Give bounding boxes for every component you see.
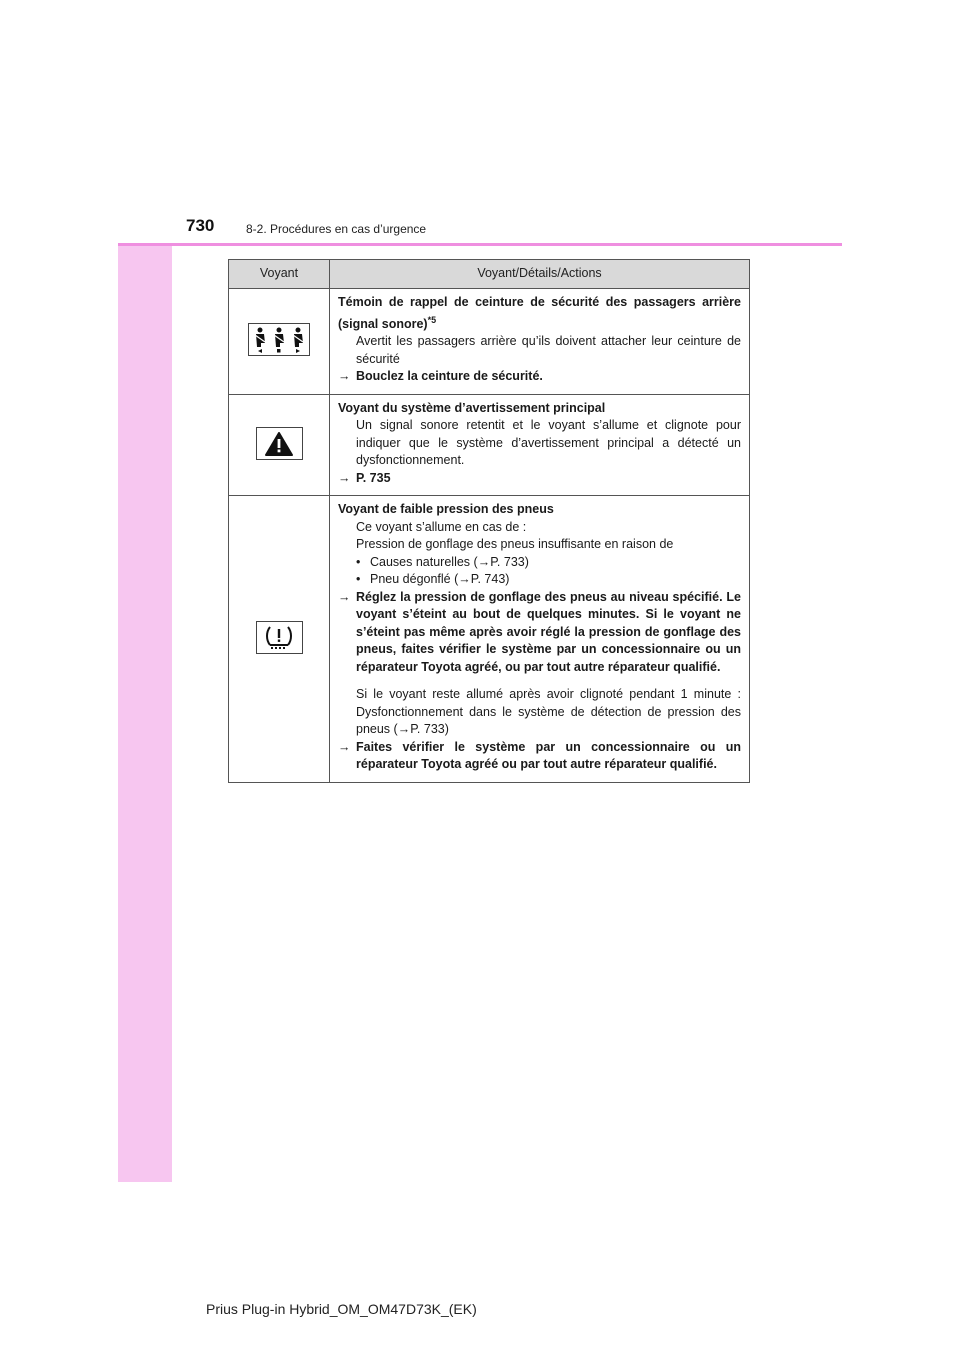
row-action: → Faites vérifier le système par un concessionnaire ou un réparateur Toyota agréé ou par tout autre réparateur qualifié.: [338, 739, 741, 774]
page-number: 730: [186, 216, 215, 235]
row-text: Pression de gonflage des pneus insuffisante en raison de: [356, 537, 674, 552]
row-text: Si le voyant reste allumé après avoir clignoté pendant 1 minute : Dysfonctionnement dans le système de détection de pression des pneus (→P. 733): [356, 687, 741, 737]
chapter-tab-band: [118, 176, 172, 1182]
warning-lights-table: [228, 259, 750, 783]
row-title: Voyant du système d’avertissement principal: [338, 400, 606, 415]
arrow-icon: →: [338, 589, 351, 604]
icon-cell: [229, 496, 330, 783]
icon-cell: [229, 394, 330, 496]
row-title: Témoin de rappel de ceinture de sécurité des passagers arrière (signal sonore)$^{*5}$: [338, 295, 741, 331]
table-row: [229, 289, 750, 395]
arrow-icon: →: [338, 470, 351, 485]
header-band: [118, 176, 842, 244]
details-cell: [330, 496, 750, 783]
row-action: → Bouclez la ceinture de sécurité.: [338, 368, 741, 386]
row-action: → P. 735: [338, 470, 741, 488]
bullet-icon: •: [356, 554, 361, 569]
details-cell: [330, 394, 750, 496]
rear-seatbelt-reminder-icon: [248, 323, 310, 356]
list-item: • Pneu dégonflé (→P. 743): [338, 571, 741, 589]
icon-cell: [229, 289, 330, 395]
bullet-icon: •: [356, 572, 361, 587]
column-header-details: Voyant/Détails/Actions: [330, 260, 750, 289]
table-row: [229, 394, 750, 496]
section-title: 8-2. Procédures en cas d’urgence: [246, 222, 427, 236]
row-description: Un signal sonore retentit et le voyant s’allume et clignote pour indiquer que le système d’avertissement principal a détecté un dysfonctionnement.: [356, 418, 741, 468]
row-title: Voyant de faible pression des pneus: [338, 502, 554, 517]
details-cell: [330, 289, 750, 395]
row-text: Ce voyant s’allume en cas de :: [356, 519, 527, 534]
arrow-icon: →: [338, 739, 351, 754]
arrow-icon: →: [338, 369, 351, 384]
table-header-row: [229, 260, 750, 289]
tire-pressure-warning-icon: [256, 621, 303, 654]
list-item: • Causes naturelles (→P. 733): [338, 554, 741, 572]
row-action: → Réglez la pression de gonflage des pneus au niveau spécifié. Le voyant s’éteint au bout de quelques minutes. Si le voyant ne s’éteint pas même après avoir réglé la pression de gonflage des pneus, faites vérifier le système par un concessionnaire ou un réparateur Toyota agréé, ou par tout autre réparateur qualifié.: [338, 589, 741, 677]
column-header-voyant: Voyant: [229, 260, 330, 289]
header-rule: [118, 243, 842, 246]
row-description: Avertit les passagers arrière qu’ils doivent attacher leur ceinture de sécurité: [356, 334, 741, 366]
footer-document-id: Prius Plug-in Hybrid_OM_OM47D73K_(EK): [206, 1301, 477, 1317]
master-warning-icon: [256, 427, 303, 460]
table-row: [229, 496, 750, 783]
